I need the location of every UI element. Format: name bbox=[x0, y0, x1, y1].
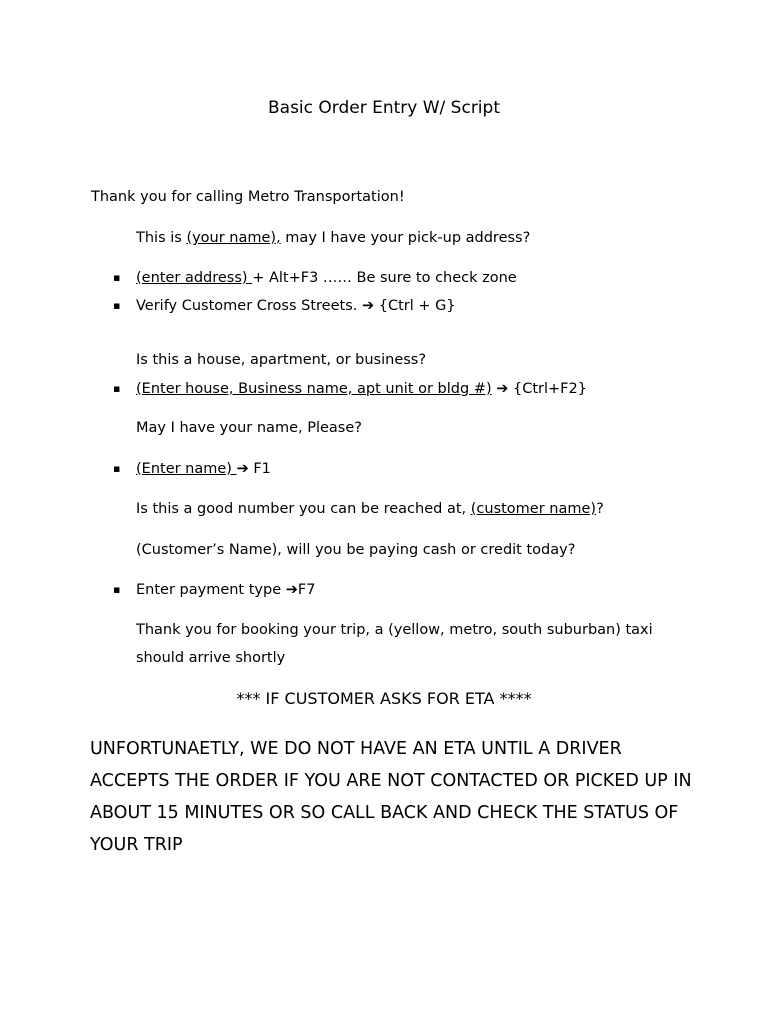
eta-message bbox=[90, 733, 730, 861]
intro-pre: This is bbox=[136, 230, 187, 246]
eta-message-line: ABOUT 15 MINUTES OR SO CALL BACK AND CHECK THE STATUS OF bbox=[90, 803, 679, 823]
bullet-icon: ▪ bbox=[113, 382, 121, 395]
payment-question bbox=[136, 540, 575, 560]
payment-question-post: will you be paying cash or credit today? bbox=[281, 542, 576, 558]
bullet-icon: ▪ bbox=[113, 271, 121, 284]
eta-message-line: YOUR TRIP bbox=[90, 835, 183, 855]
bullet-icon: ▪ bbox=[113, 583, 121, 596]
arrow-icon: ➔ bbox=[491, 381, 509, 397]
step-payment-type bbox=[136, 580, 315, 600]
bullet-icon: ▪ bbox=[113, 299, 121, 312]
cross-text: Verify Customer Cross Streets. bbox=[136, 298, 362, 314]
address-field: (enter address) bbox=[136, 270, 253, 286]
step-enter-address bbox=[136, 268, 517, 288]
number-post: ? bbox=[596, 501, 604, 517]
cross-keys: {Ctrl + G} bbox=[374, 298, 456, 314]
intro-line bbox=[136, 228, 530, 248]
payment-keys: F7 bbox=[297, 582, 316, 598]
eta-message-line: UNFORTUNAETLY, WE DO NOT HAVE AN ETA UNTIL A DRIVER bbox=[90, 739, 622, 759]
eta-message-line: ACCEPTS THE ORDER IF YOU ARE NOT CONTACTED OR PICKED UP IN bbox=[90, 771, 692, 791]
customer-name-field: (customer name) bbox=[470, 501, 597, 517]
name-question: May I have your name, Please? bbox=[136, 420, 362, 436]
customers-name-field: (Customer’s Name), bbox=[136, 542, 282, 558]
house-field: (Enter house, Business name, apt unit or bldg #) bbox=[136, 381, 492, 397]
payment-text: Enter payment type bbox=[136, 582, 286, 598]
step-enter-name bbox=[136, 459, 271, 479]
eta-heading: *** IF CUSTOMER ASKS FOR ETA **** bbox=[236, 689, 532, 708]
arrow-icon: ➔ bbox=[285, 582, 298, 598]
address-rest: + Alt+F3 …… Be sure to check zone bbox=[252, 270, 517, 286]
bullet-icon: ▪ bbox=[113, 462, 121, 475]
arrow-icon: ➔ bbox=[236, 461, 249, 477]
number-question bbox=[136, 499, 604, 519]
taxi-options: (yellow, metro, south suburban) bbox=[388, 622, 621, 638]
step-enter-house bbox=[136, 379, 587, 399]
closing-post: taxi bbox=[620, 622, 653, 638]
name-field: (Enter name) bbox=[136, 461, 237, 477]
closing-line-2: should arrive shortly bbox=[136, 650, 286, 666]
step-cross-streets bbox=[136, 296, 456, 316]
page-title: Basic Order Entry W/ Script bbox=[267, 98, 500, 118]
greeting-line: Thank you for calling Metro Transportation! bbox=[91, 189, 405, 205]
house-question: Is this a house, apartment, or business? bbox=[136, 352, 427, 368]
arrow-icon: ➔ bbox=[361, 298, 375, 314]
your-name-field: (your name), bbox=[186, 230, 281, 246]
name-keys: F1 bbox=[248, 461, 271, 477]
number-pre: Is this a good number you can be reached at, bbox=[136, 501, 471, 517]
closing-pre: Thank you for booking your trip, a bbox=[136, 622, 389, 638]
intro-post: may I have your pick-up address? bbox=[280, 230, 531, 246]
closing-line-1 bbox=[136, 620, 653, 640]
house-keys: {Ctrl+F2} bbox=[508, 381, 587, 397]
